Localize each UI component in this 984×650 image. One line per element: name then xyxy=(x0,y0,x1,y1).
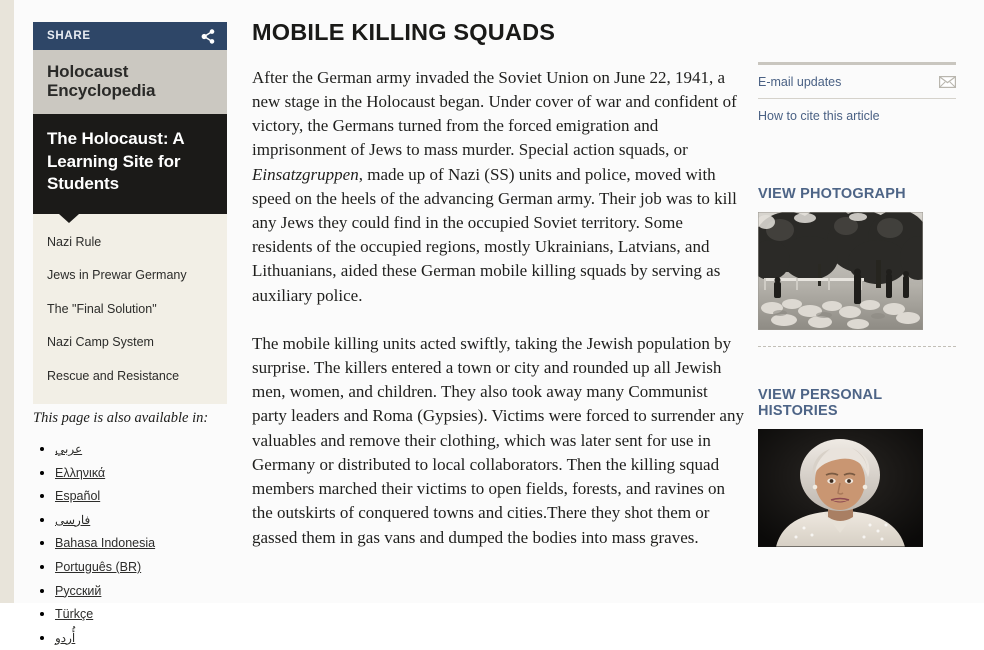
learning-site-title: The Holocaust: A Learning Site for Students xyxy=(47,129,184,194)
list-item xyxy=(55,556,233,577)
photograph-thumbnail[interactable] xyxy=(758,212,923,330)
page-title: MOBILE KILLING SQUADS xyxy=(252,19,556,45)
email-updates-row[interactable] xyxy=(758,65,956,98)
dotted-divider xyxy=(758,346,956,347)
article-paragraph-2: The mobile killing units acted swiftly, taking the Jewish population by surprise. The killers entered a town or city and rounded up all Jewish men, women, and children. They also took away many Communist party leaders and Roma (Gypsies). Victims were forced to surrender any valuables and remove their clothing, which was later sent for use in Germany or distributed to local collaborators. Then the killing squad members marched their victims to open fields, forests, and ravines on the outskirts of conquered towns and cities.There they shot them or gassed them in gas vans and dumped the bodies into mass graves. xyxy=(252,333,744,547)
language-link-arabic[interactable]: عربي xyxy=(55,442,83,456)
view-personal-histories-heading: VIEW PERSONAL HISTORIES xyxy=(758,387,882,419)
list-item xyxy=(55,509,233,530)
sidebar-item-nazi-camp-system[interactable]: Nazi Camp System xyxy=(47,335,154,350)
left-edge-strip xyxy=(0,0,14,603)
view-personal-histories-section xyxy=(758,387,956,547)
paragraph-1-text-b: , made up of Nazi (SS) units and police, moved with speed on the heels of the advancing German army. Their job was to kill any Jews they could find in the occupied Soviet territory. Some residents of the occupied regions, mostly Ukrainians, Latvians, and Lithuanians, aided these German mobile killing squads by serving as auxiliary police. xyxy=(252,164,737,305)
share-bar[interactable] xyxy=(33,22,227,50)
available-languages-heading: This page is also available in: xyxy=(33,410,209,426)
article-content xyxy=(252,20,744,574)
language-link-greek[interactable]: Ελληνικά xyxy=(55,465,106,480)
language-list xyxy=(33,438,233,648)
list-item xyxy=(55,532,233,553)
encyclopedia-title: Holocaust Encyclopedia xyxy=(47,62,156,100)
sidebar-item-rescue-and-resistance[interactable]: Rescue and Resistance xyxy=(47,368,180,383)
envelope-icon[interactable] xyxy=(939,76,956,88)
list-item xyxy=(55,438,233,459)
view-photograph-heading: VIEW PHOTOGRAPH xyxy=(758,186,906,202)
sidebar-item-nazi-rule[interactable]: Nazi Rule xyxy=(47,234,102,249)
language-link-spanish[interactable]: Español xyxy=(55,489,101,504)
share-icon[interactable] xyxy=(201,29,215,44)
learning-site-panel[interactable] xyxy=(33,114,227,213)
language-link-urdu[interactable]: أُردو xyxy=(55,630,76,645)
sidebar-item-final-solution[interactable]: The "Final Solution" xyxy=(47,301,157,316)
encyclopedia-banner[interactable] xyxy=(33,50,227,114)
language-link-farsi[interactable]: فارسی xyxy=(55,512,91,527)
email-updates-link[interactable]: E-mail updates xyxy=(758,75,842,89)
how-to-cite-link[interactable]: How to cite this article xyxy=(758,109,880,123)
panel-notch-arrow xyxy=(59,214,79,223)
left-sidebar xyxy=(33,22,227,404)
list-item xyxy=(55,462,233,483)
personal-history-thumbnail[interactable] xyxy=(758,429,923,547)
sidebar-nav-list xyxy=(33,214,227,405)
language-link-turkish[interactable]: Türkçe xyxy=(55,607,94,622)
article-paragraph-1 xyxy=(252,66,744,308)
paragraph-1-text-a: After the German army invaded the Soviet Union on June 22, 1941, a new stage in the Holocaust began. Under cover of war and confident of victory, the Germans turned from the forced emigration and imprisonment of Jews to mass murder. Special action squads, or xyxy=(252,67,737,160)
right-rail xyxy=(758,62,956,547)
how-to-cite-row[interactable] xyxy=(758,99,956,132)
view-photograph-section xyxy=(758,186,956,347)
share-label: SHARE xyxy=(47,30,91,42)
list-item xyxy=(55,627,233,648)
sidebar-item-jews-in-prewar-germany[interactable]: Jews in Prewar Germany xyxy=(47,268,187,283)
language-link-russian[interactable]: Русский xyxy=(55,583,102,598)
paragraph-1-emphasis-einsatzgruppen: Einsatzgruppen xyxy=(252,164,359,184)
language-link-portuguese-br[interactable]: Português (BR) xyxy=(55,560,142,575)
list-item xyxy=(55,603,233,624)
available-languages-block xyxy=(33,410,233,650)
language-link-indonesian[interactable]: Bahasa Indonesia xyxy=(55,536,156,551)
list-item xyxy=(55,485,233,506)
list-item xyxy=(55,580,233,601)
